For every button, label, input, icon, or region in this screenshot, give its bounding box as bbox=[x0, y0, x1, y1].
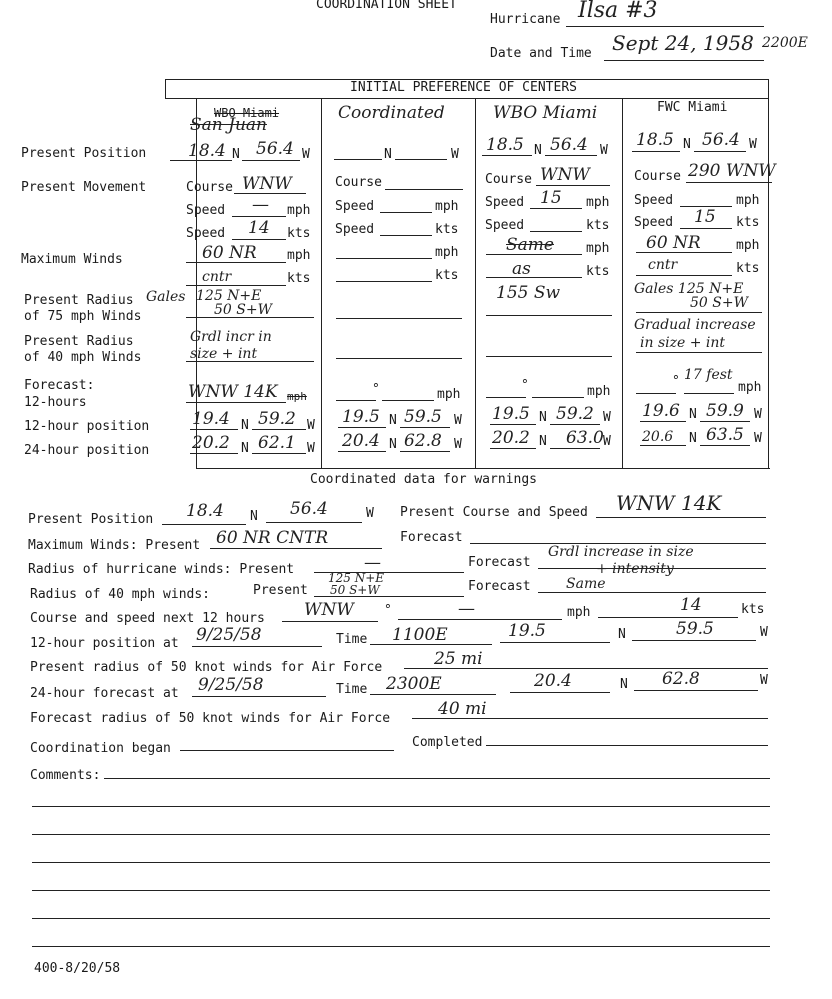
col4-fc12[interactable]: 17 fest bbox=[684, 367, 733, 383]
cd-pos12-time-label: Time bbox=[336, 632, 368, 647]
cd-max-winds-value[interactable]: 60 NR CNTR bbox=[216, 528, 329, 548]
hurricane-line bbox=[566, 26, 764, 27]
row-label-forecast12: 12-hours bbox=[24, 395, 87, 410]
cd-coord-began-label: Coordination began bbox=[30, 741, 171, 756]
col1-speed-mph[interactable]: — bbox=[252, 195, 269, 215]
col3-course[interactable]: WNW bbox=[540, 165, 590, 185]
col1-header-printed: WBO Miami bbox=[214, 106, 280, 120]
col3-pos-w[interactable]: 56.4 bbox=[550, 135, 588, 155]
cd-course-next-speed-mph[interactable]: — bbox=[458, 599, 475, 619]
table-bottom-border bbox=[197, 468, 770, 469]
cd-pos24-time[interactable]: 2300E bbox=[386, 674, 442, 694]
datetime-line bbox=[604, 60, 764, 61]
col3-maxw-mph[interactable]: Same bbox=[506, 235, 554, 255]
col-divider-2 bbox=[475, 98, 476, 469]
col2-pos12-w[interactable]: 59.5 bbox=[404, 407, 442, 427]
form-id: 400-8/20/58 bbox=[34, 961, 121, 976]
col3-pos24-w[interactable]: 63.0 bbox=[566, 428, 604, 448]
cd-course-next[interactable]: WNW bbox=[304, 600, 354, 620]
coordination-sheet: COORDINATION SHEET Hurricane Ilsa #3 Date and Time Sept 24, 1958 2200E INITIAL PREFERENCE OF CENTERS WBO Miami San Juan Coordinated WBO Miami FWC Miami Present Position Present Movement Maximum Winds Present Radius of 75 mph Winds Present Radius of 40 mph Winds Forecast: 12-hours 12-hour position 24-hour position 18.4 N 56.4 W Course WNW Speed — mph Speed 14 kts 60 NR mph cntr kts Gales 125 N+E 50 S+W Grdl incr in size + int WNW 14K mph 19.4 N 59.2 W 20.2 N 62.1 W N W Course Speed mph Speed kts mph kts ° mph 19.5 N 59.5 W 20.4 N 62.8 W 18.5 N 56.4 W Course WNW Speed 15 mph Speed kts Same mph as kts 155 Sw ° mph 19.5 N 59.2 W 20.2 N 63.0 W 18.5 N 56.4 W Course 290 WNW Speed mph Speed 15 kts 60 NR mph cntr kts Gales 125 N+E 50 S+W Gradual increase in size + int ° 17 fest mph 19.6 N 59.9 W 20.6 N 63.5 W Coordinated data for warnings Present Position 18.4 N 56.4 W Present Course and Speed WNW 14K Maximum Winds: Present 60 NR CNTR Forecast Radius of hurricane winds: Present — Forecast Grdl increase in size + intensity Radius of 40 mph winds: Present 125 N+E 50 S+W Forecast Same Course and speed next 12 hours WNW ° — mph 14 kts 12-hour position at 9/25/58 Time 1100E 19.5 N 59.5 W Present radius of 50 knot winds for Air Force 25 mi 24-hour forecast at 9/25/58 Time 2300E 20.4 N 62.8 W Forecast radius of 50 knot winds for Air Force 40 mi Coordination began Completed Comments: 400-8/20/58 bbox=[0, 0, 832, 999]
hurricane-label: Hurricane bbox=[490, 12, 561, 27]
cd-fr50-value[interactable]: 40 mi bbox=[438, 699, 487, 719]
col1-course[interactable]: WNW bbox=[242, 174, 292, 194]
col-divider-3 bbox=[622, 98, 623, 469]
cd-pos12-date[interactable]: 9/25/58 bbox=[196, 625, 262, 645]
cd-pos24-w[interactable]: 62.8 bbox=[662, 669, 700, 689]
cd-radius40-label: Radius of 40 mph winds: bbox=[30, 587, 211, 602]
row-label-radius40-1: Present Radius bbox=[24, 334, 134, 349]
cd-course-next-kts[interactable]: 14 bbox=[680, 595, 702, 615]
row-label-radius40-2: of 40 mph Winds bbox=[24, 350, 142, 365]
cd-hurricane-radius-label: Radius of hurricane winds: Present bbox=[28, 562, 295, 577]
cd-r50-label: Present radius of 50 knot winds for Air Force bbox=[30, 660, 383, 675]
col1-pos12-n[interactable]: 19.4 bbox=[192, 409, 230, 429]
cd-radius40-b[interactable]: 50 S+W bbox=[330, 583, 380, 597]
cd-hurricane-radius-value[interactable]: — bbox=[364, 553, 381, 573]
col3-r75[interactable]: 155 Sw bbox=[496, 283, 561, 303]
col1-maxw-mph[interactable]: 60 NR bbox=[202, 243, 257, 263]
row-label-maximum-winds: Maximum Winds bbox=[21, 252, 123, 267]
col1-pos-w[interactable]: 56.4 bbox=[256, 139, 294, 159]
comment-line[interactable] bbox=[32, 890, 770, 891]
datetime-time[interactable]: 2200E bbox=[762, 35, 808, 51]
comment-line[interactable] bbox=[32, 946, 770, 947]
col1-pos-n[interactable]: 18.4 bbox=[188, 141, 226, 161]
col3-maxw-kts[interactable]: as bbox=[512, 259, 531, 279]
cd-pos-w[interactable]: 56.4 bbox=[290, 499, 328, 519]
col1-header-hand: San Juan bbox=[190, 115, 267, 135]
row-label-present-position: Present Position bbox=[21, 146, 147, 161]
col1-r75-a[interactable]: 125 N+E bbox=[196, 288, 262, 304]
cd-completed-line[interactable] bbox=[486, 745, 768, 746]
cd-course-speed-label: Present Course and Speed bbox=[400, 505, 588, 520]
col4-course[interactable]: 290 WNW bbox=[688, 161, 776, 181]
cd-course-speed-value[interactable]: WNW 14K bbox=[616, 491, 722, 515]
cd-course-next-label: Course and speed next 12 hours bbox=[30, 611, 265, 626]
cd-comments-label: Comments: bbox=[30, 768, 101, 783]
cd-radius40-a[interactable]: 125 N+E bbox=[328, 571, 385, 585]
col4-pos24-n[interactable]: 20.6 bbox=[642, 429, 674, 445]
col1-pos12-w[interactable]: 59.2 bbox=[258, 409, 296, 429]
col1-pos24-w[interactable]: 62.1 bbox=[258, 433, 296, 453]
col4-pos-n[interactable]: 18.5 bbox=[636, 130, 674, 150]
col1-pos24-n[interactable]: 20.2 bbox=[192, 433, 230, 453]
col4-r40-a[interactable]: Gradual increase bbox=[634, 317, 756, 333]
cd-pos24-n[interactable]: 20.4 bbox=[534, 671, 572, 691]
comment-line[interactable] bbox=[32, 834, 770, 835]
table-right-border bbox=[768, 79, 769, 469]
comment-line[interactable] bbox=[32, 862, 770, 863]
col-divider-1 bbox=[321, 98, 322, 469]
col3-speed-mph[interactable]: 15 bbox=[540, 188, 562, 208]
hurricane-name[interactable]: Ilsa #3 bbox=[578, 0, 658, 23]
cd-r50-value[interactable]: 25 mi bbox=[434, 649, 483, 669]
col4-pos12-n[interactable]: 19.6 bbox=[642, 401, 680, 421]
comment-line[interactable] bbox=[32, 806, 770, 807]
col4-maxw-kts[interactable]: cntr bbox=[648, 257, 678, 273]
cd-pos12-n[interactable]: 19.5 bbox=[508, 621, 546, 641]
cd-present-position-label: Present Position bbox=[28, 512, 154, 527]
cd-pos12-w[interactable]: 59.5 bbox=[676, 619, 714, 639]
col4-r40-b[interactable]: in size + int bbox=[640, 335, 726, 351]
row-label-radius75-1: Present Radius bbox=[24, 293, 134, 308]
cd-fr50-label: Forecast radius of 50 knot winds for Air Force bbox=[30, 711, 391, 726]
table-left-border-top bbox=[165, 79, 166, 99]
cd-pos24-label: 24-hour forecast at bbox=[30, 686, 179, 701]
col2-pos12-n[interactable]: 19.5 bbox=[342, 407, 380, 427]
table-title-border bbox=[165, 98, 768, 99]
cd-max-winds-forecast-label: Forecast bbox=[400, 530, 463, 545]
cd-coord-began-line[interactable] bbox=[180, 750, 394, 751]
coordinated-title: Coordinated data for warnings bbox=[310, 472, 537, 487]
row-label-present-movement: Present Movement bbox=[21, 180, 147, 195]
cd-radius40-present-label: Present bbox=[253, 583, 308, 598]
col1-r75-prefix[interactable]: Gales bbox=[146, 289, 186, 305]
cd-pos24-time-label: Time bbox=[336, 682, 368, 697]
col3-header: WBO Miami bbox=[493, 103, 598, 123]
datetime-value[interactable]: Sept 24, 1958 bbox=[612, 31, 754, 55]
col2-header: Coordinated bbox=[338, 103, 445, 123]
cd-hurricane-radius-forecast-a[interactable]: Grdl increase in size bbox=[548, 544, 694, 560]
col4-header: FWC Miami bbox=[657, 100, 728, 115]
comment-line[interactable] bbox=[104, 778, 770, 779]
col4-speed-kts[interactable]: 15 bbox=[694, 207, 716, 227]
cd-radius40-forecast[interactable]: Same bbox=[566, 576, 606, 592]
col1-maxw-kts[interactable]: cntr bbox=[202, 269, 232, 285]
row-label-pos24: 24-hour position bbox=[24, 443, 150, 458]
cd-radius40-forecast-label: Forecast bbox=[468, 579, 531, 594]
col3-pos12-n[interactable]: 19.5 bbox=[492, 404, 530, 424]
table-title: INITIAL PREFERENCE OF CENTERS bbox=[350, 80, 577, 95]
col2-pos24-w[interactable]: 62.8 bbox=[404, 431, 442, 451]
cd-hurricane-radius-forecast-label: Forecast bbox=[468, 555, 531, 570]
col1-r40-b[interactable]: size + int bbox=[190, 346, 258, 362]
comment-line[interactable] bbox=[32, 918, 770, 919]
col3-pos12-w[interactable]: 59.2 bbox=[556, 404, 594, 424]
cd-pos24-date[interactable]: 9/25/58 bbox=[198, 675, 264, 695]
cd-completed-label: Completed bbox=[412, 735, 483, 750]
cd-hurricane-radius-forecast-b[interactable]: + intensity bbox=[596, 561, 674, 577]
col2-pos24-n[interactable]: 20.4 bbox=[342, 431, 380, 451]
row-label-pos12: 12-hour position bbox=[24, 419, 150, 434]
sheet-title: COORDINATION SHEET bbox=[316, 0, 457, 12]
cd-pos12-time[interactable]: 1100E bbox=[392, 625, 448, 645]
col4-r75-b[interactable]: 50 S+W bbox=[690, 295, 748, 311]
col4-r75-a[interactable]: Gales 125 N+E bbox=[634, 281, 744, 297]
col4-pos-w[interactable]: 56.4 bbox=[702, 130, 740, 150]
col3-pos-n[interactable]: 18.5 bbox=[486, 135, 524, 155]
col1-r40-a[interactable]: Grdl incr in bbox=[190, 329, 272, 345]
row-label-radius75-2: of 75 mph Winds bbox=[24, 309, 142, 324]
cd-max-winds-label: Maximum Winds: Present bbox=[28, 538, 201, 553]
col3-pos24-n[interactable]: 20.2 bbox=[492, 428, 530, 448]
col4-maxw-mph[interactable]: 60 NR bbox=[646, 233, 701, 253]
datetime-label: Date and Time bbox=[490, 46, 592, 61]
row-label-forecast: Forecast: bbox=[24, 378, 95, 393]
col1-speed-kts[interactable]: 14 bbox=[248, 218, 270, 238]
col4-pos24-w[interactable]: 63.5 bbox=[706, 425, 744, 445]
cd-pos-n[interactable]: 18.4 bbox=[186, 501, 224, 521]
col4-pos12-w[interactable]: 59.9 bbox=[706, 401, 744, 421]
cd-pos12-label: 12-hour position at bbox=[30, 636, 179, 651]
col1-r75-b[interactable]: 50 S+W bbox=[214, 302, 272, 318]
col1-fc12[interactable]: WNW 14K bbox=[188, 382, 278, 402]
